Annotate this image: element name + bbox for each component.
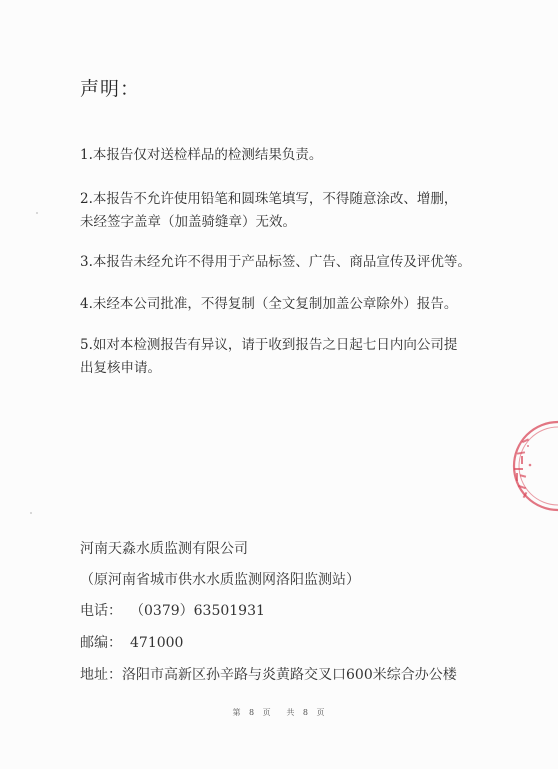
address-label: 地址： — [80, 667, 122, 683]
page-number: 8 — [249, 708, 256, 717]
page-prefix: 第 — [232, 708, 242, 717]
phone-label: 电话： — [80, 603, 122, 619]
statement-heading: 声明： — [80, 78, 141, 100]
page-unit: 页 — [262, 708, 272, 717]
clause-2: 2.本报告不允许使用铅笔和圆珠笔填写，不得随意涂改、增删， 未经签字盖章（加盖骑缝章）无效。 — [80, 191, 458, 230]
clause-4: 4.未经本公司批准，不得复制（全文复制加盖公章除外）报告。 — [80, 296, 458, 312]
phone-value: （0379）63501931 — [130, 603, 265, 619]
clause-1: 1.本报告仅对送检样品的检测结果负责。 — [80, 147, 323, 163]
address-value: 洛阳市高新区孙辛路与炎黄路交叉口600米综合办公楼 — [122, 667, 457, 683]
riding-seal-stamp — [500, 418, 558, 514]
scan-speck — [36, 212, 38, 214]
company-name: 河南天淼水质监测有限公司 — [80, 541, 248, 557]
address-line — [80, 664, 457, 684]
postcode-value: 471000 — [130, 635, 184, 651]
total-unit: 页 — [316, 708, 326, 717]
page-footer — [0, 707, 558, 718]
total-prefix: 共 — [286, 708, 296, 717]
phone-line — [80, 600, 265, 620]
total-pages: 8 — [302, 708, 309, 717]
company-former-name: （原河南省城市供水水质监测网洛阳监测站） — [80, 572, 360, 588]
clause-3: 3.本报告未经允许不得用于产品标签、广告、商品宣传及评优等。 — [80, 254, 471, 270]
scan-speck — [30, 512, 32, 514]
clause-5: 5.如对本检测报告有异议，请于收到报告之日起七日内向公司提 出复核申请。 — [80, 337, 458, 376]
postcode-label: 邮编： — [80, 635, 122, 651]
postcode-line — [80, 632, 183, 652]
